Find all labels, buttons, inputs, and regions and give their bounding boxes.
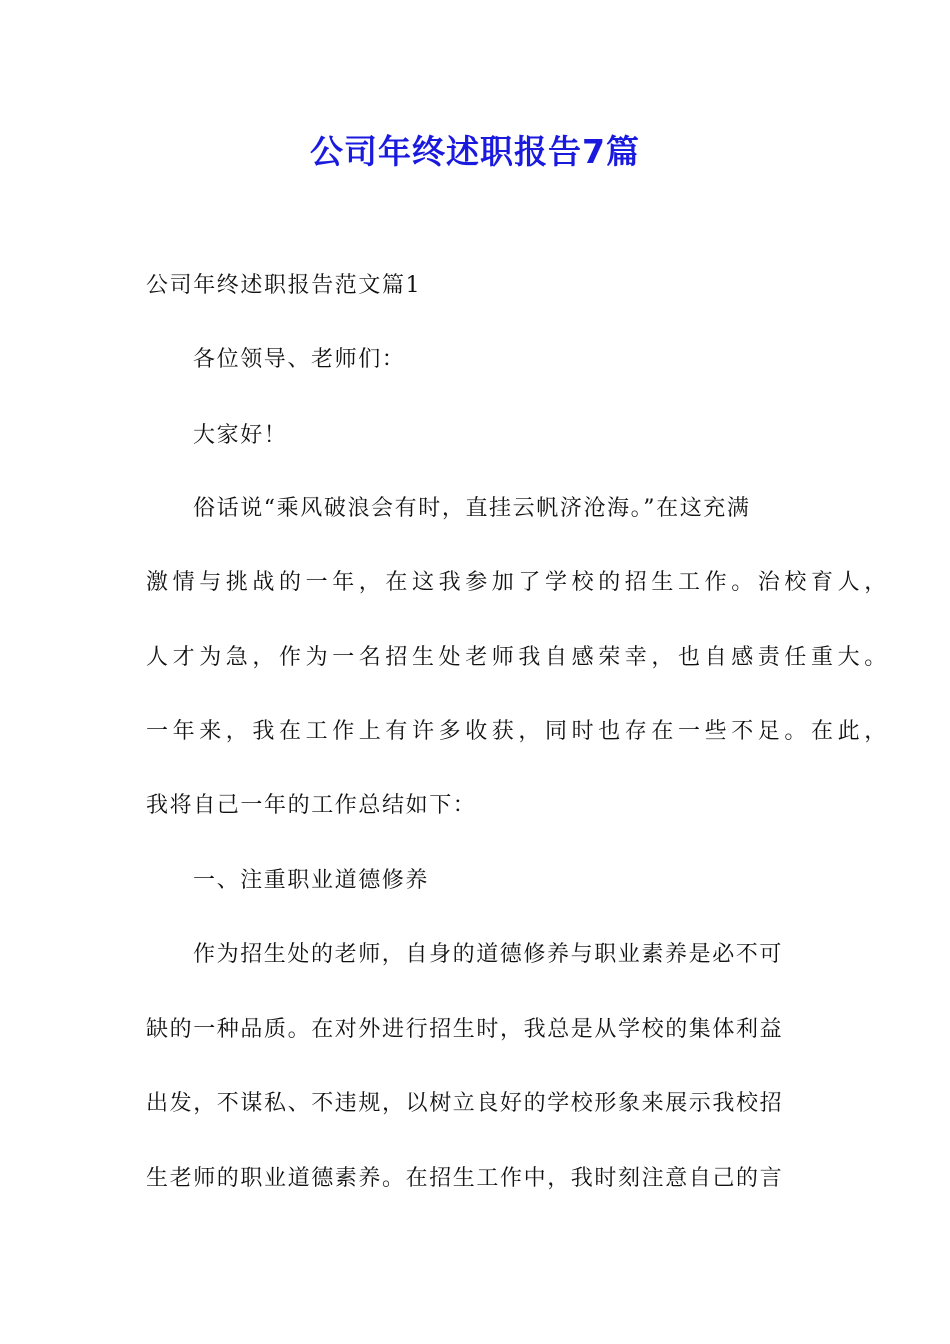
document-title: 公司年终述职报告7篇 — [310, 132, 640, 171]
paragraph-line: 激情与挑战的一年，在这我参加了学校的招生工作。治校育人， — [146, 570, 891, 595]
section-heading: 公司年终述职报告范文篇1 — [146, 273, 422, 298]
paragraph-line: 生老师的职业道德素养。在招生工作中，我时刻注意自己的言 — [146, 1166, 784, 1191]
salutation: 各位领导、老师们： — [193, 347, 406, 372]
paragraph-line: 一年来，我在工作上有许多收获，同时也存在一些不足。在此， — [146, 719, 891, 744]
paragraph-line: 出发，不谋私、不违规，以树立良好的学校形象来展示我校招 — [146, 1091, 784, 1116]
subheading: 一、注重职业道德修养 — [193, 868, 430, 893]
paragraph-line: 我将自己一年的工作总结如下： — [146, 793, 477, 818]
paragraph-line: 作为招生处的老师，自身的道德修养与职业素养是必不可 — [193, 942, 784, 967]
paragraph-line: 缺的一种品质。在对外进行招生时，我总是从学校的集体利益 — [146, 1017, 784, 1042]
paragraph-line: 人才为急，作为一名招生处老师我自感荣幸，也自感责任重大。 — [146, 645, 891, 670]
paragraph-line: 俗话说“乘风破浪会有时，直挂云帆济沧海。”在这充满 — [193, 496, 751, 521]
greeting: 大家好！ — [193, 423, 288, 448]
